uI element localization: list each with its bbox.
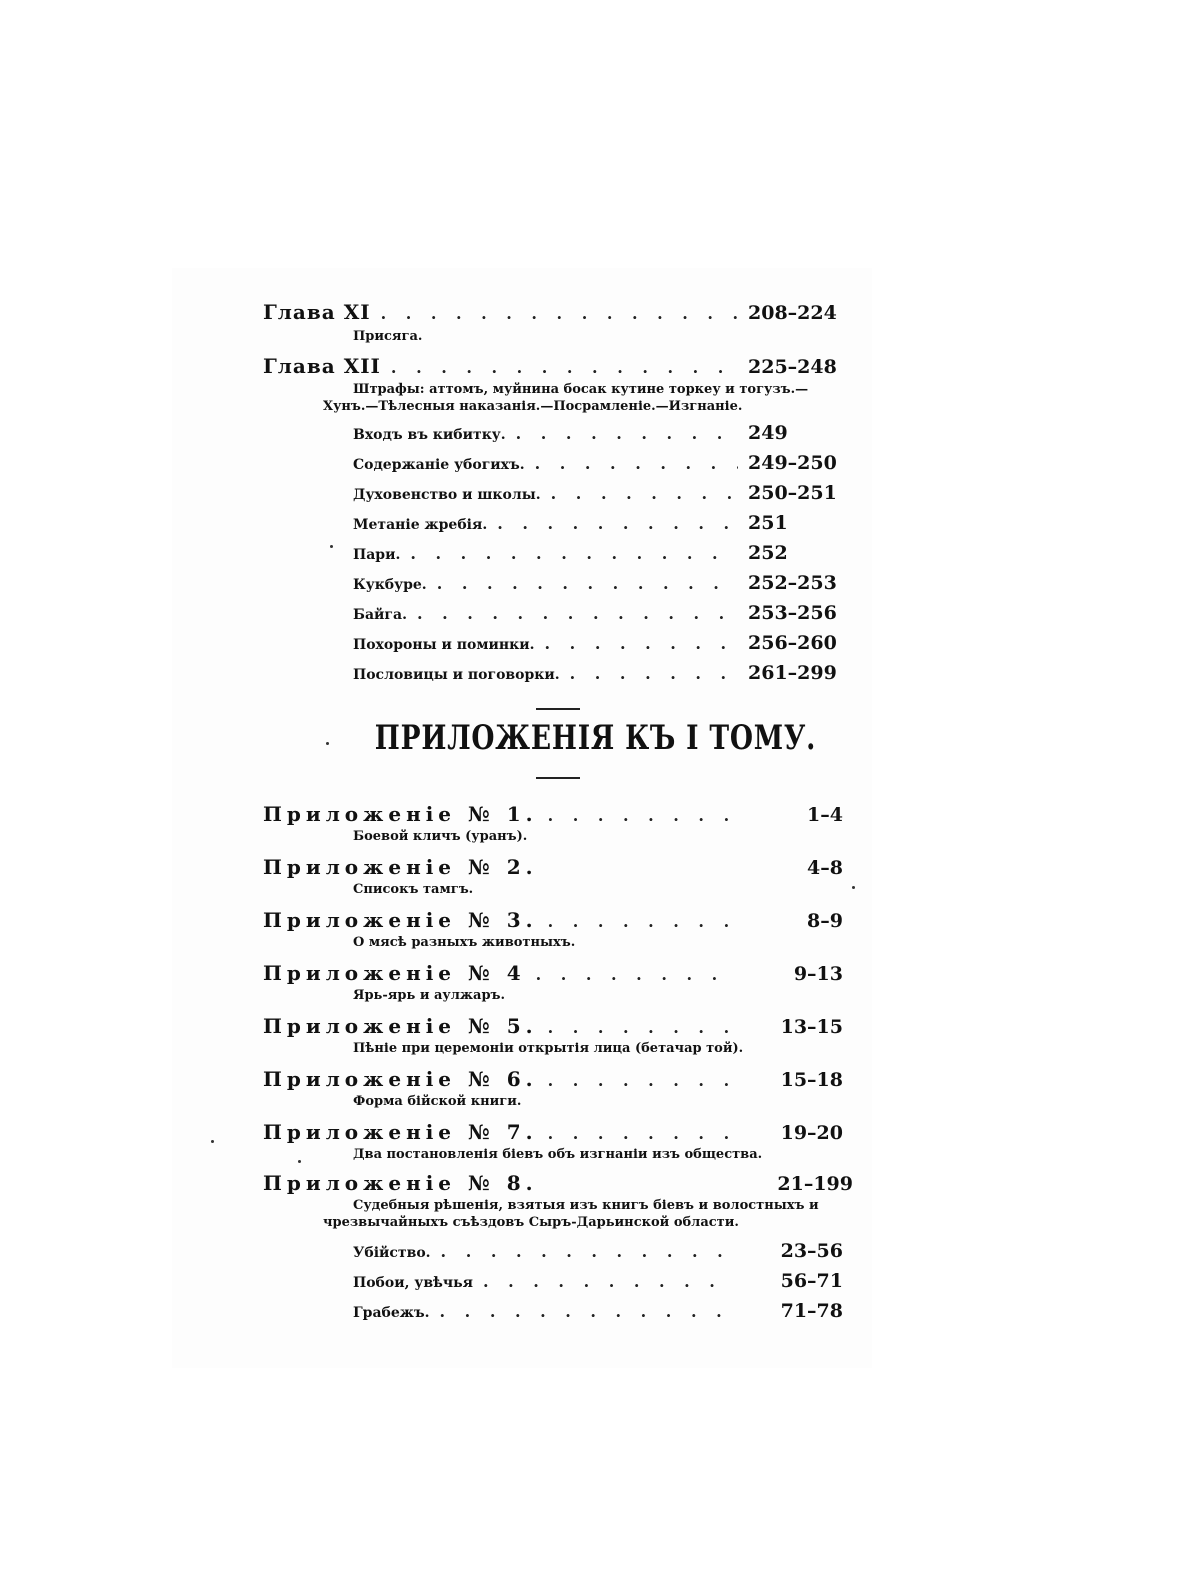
subitem-label: Побои, увѣчья [353,1275,473,1291]
appendix-label: Приложеніе № 2. [263,855,538,879]
subitem-pages: 253–256 [748,602,837,624]
subitem-label: Кукбуре. [353,577,427,593]
toc-subitem [353,572,848,594]
chapter-pages: 208–224 [748,302,837,324]
subitem-label: Байга. [353,607,407,623]
section-title: ПРИЛОЖЕНІЯ КЪ I ТОМУ. [374,718,817,758]
subitem-label: Метаніе жребія. [353,517,488,533]
appendix-description: Списокъ тамгъ. [353,882,474,897]
appendix-description: Два постановленія біевъ объ изгнаніи изъ общества. [353,1147,763,1162]
appendix-description: чрезвычайныхъ съѣздовъ Сыръ-Дарьинской области. [323,1215,739,1230]
chapter-label: Глава XI [263,300,371,324]
subitem-label: Пословицы и поговорки. [353,667,560,683]
separator-rule [536,708,580,710]
subitem-pages: 71–78 [780,1300,843,1322]
toc-appendix-8 [263,1171,853,1195]
toc-subitem [353,512,848,534]
appendix-label: Приложеніе № 8. [263,1171,538,1195]
appendix-label: Приложеніе № 7. [263,1120,538,1144]
toc-appendix-6 [263,1067,843,1091]
dot-leader [548,806,733,825]
scan-speck [326,742,329,745]
appendix-label: Приложеніе № 5. [263,1014,538,1038]
appendix-pages: 15–18 [780,1069,843,1091]
toc-subitem [353,632,848,654]
subitem-pages: 251 [748,512,788,534]
dot-leader [548,912,733,931]
dot-leader [437,574,738,593]
dot-leader [440,1302,733,1321]
subitem-pages: 261–299 [748,662,837,684]
toc-subitem [353,662,848,684]
subitem-label: Похороны и поминки. [353,637,535,653]
dot-leader [551,484,738,503]
toc-subitem [353,602,848,624]
dot-leader [536,965,733,984]
dot-leader [570,664,738,683]
toc-appendix-7 [263,1120,843,1144]
appendix-description: Ярь-ярь и аулжаръ. [353,988,506,1003]
appendix-label: Приложеніе № 3. [263,908,538,932]
toc-subitem [353,452,848,474]
subitem-label: Пари. [353,547,401,563]
dot-leader [381,304,738,323]
dot-leader [548,1071,733,1090]
toc-appendix-2 [263,855,843,879]
toc-chapter-11 [263,300,848,324]
dot-leader [548,1018,733,1037]
chapter-description: Хунъ.—Тѣлесныя наказанія.—Посрамленіе.—Изгнаніе. [323,399,743,414]
dot-leader [516,424,738,443]
subitem-label: Входъ въ кибитку. [353,427,506,443]
scan-speck [298,1160,301,1163]
dot-leader [548,1124,733,1143]
appendix-label: Приложеніе № 6. [263,1067,538,1091]
subitem-pages: 249–250 [748,452,837,474]
subitem-label: Убійство. [353,1245,431,1261]
toc-subitem [353,1300,843,1322]
appendix-pages: 21–199 [777,1173,853,1195]
appendix-pages: 4–8 [807,857,843,879]
subitem-label: Содержаніе убогихъ. [353,457,525,473]
toc-subitem [353,422,848,444]
appendix-label: Приложеніе № 1. [263,802,538,826]
dot-leader [417,604,738,623]
dot-leader [410,544,738,563]
scan-speck [852,886,855,889]
appendix-description: Боевой кличъ (уранъ). [353,829,528,844]
dot-leader [545,634,738,653]
chapter-description: Штрафы: аттомъ, муйнина босак кутине торкеу и тогузъ.— [353,382,809,397]
appendix-description: Пѣніе при церемоніи открытія лица (бетачар той). [353,1041,744,1056]
appendix-pages: 1–4 [807,804,843,826]
toc-appendix-4 [263,961,843,985]
separator-rule [536,777,580,779]
subitem-pages: 23–56 [780,1240,843,1262]
appendix-description: Форма бійской книги. [353,1094,522,1109]
subitem-pages: 249 [748,422,788,444]
appendix-pages: 19–20 [780,1122,843,1144]
subitem-pages: 256–260 [748,632,837,654]
chapter-label: Глава XII [263,354,381,378]
appendix-description: О мясѣ разныхъ животныхъ. [353,935,576,950]
appendix-pages: 8–9 [807,910,843,932]
scan-speck [211,1140,214,1143]
appendix-description: Судебныя рѣшенія, взятыя изъ книгъ біевъ и волостныхъ и [353,1198,819,1213]
subitem-pages: 250–251 [748,482,837,504]
chapter-description: Присяга. [353,329,423,344]
dot-leader [497,514,738,533]
dot-leader [535,454,738,473]
toc-subitem [353,542,848,564]
subitem-pages: 252 [748,542,788,564]
dot-leader [391,358,738,377]
toc-chapter-12 [263,354,848,378]
dot-leader [441,1242,733,1261]
toc-subitem [353,1240,843,1262]
chapter-pages: 225–248 [748,356,837,378]
subitem-pages: 252–253 [748,572,837,594]
toc-subitem [353,482,848,504]
toc-appendix-3 [263,908,843,932]
subitem-label: Грабежъ. [353,1305,430,1321]
appendix-label: Приложеніе № 4 [263,961,526,985]
appendix-pages: 9–13 [793,963,843,985]
subitem-label: Духовенство и школы. [353,487,541,503]
appendix-pages: 13–15 [780,1016,843,1038]
dot-leader [483,1272,733,1291]
toc-subitem [353,1270,843,1292]
subitem-pages: 56–71 [780,1270,843,1292]
toc-appendix-1 [263,802,843,826]
scan-speck [330,545,333,548]
toc-appendix-5 [263,1014,843,1038]
